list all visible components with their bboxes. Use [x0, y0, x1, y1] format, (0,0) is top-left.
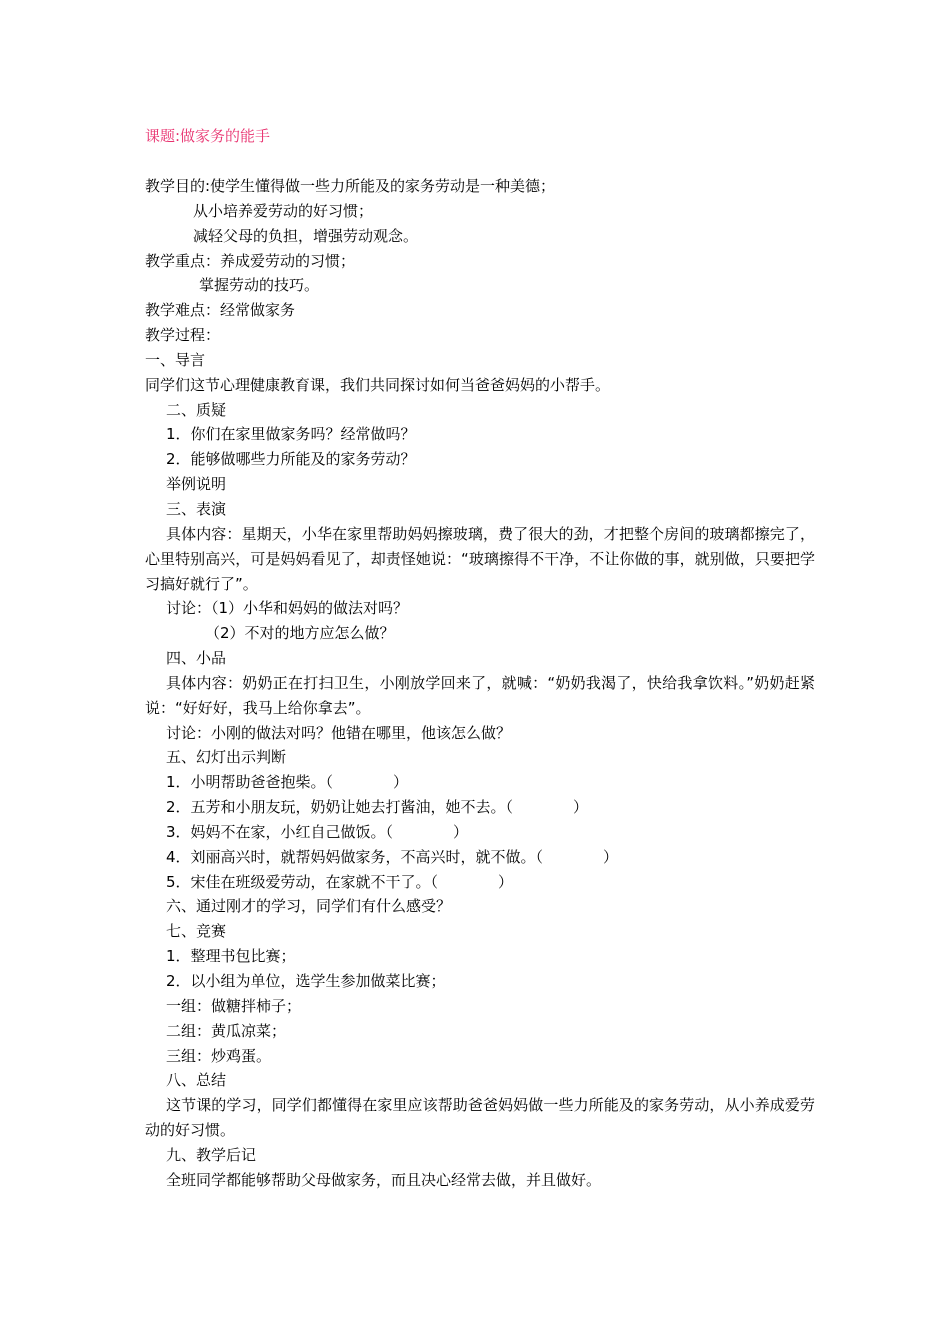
lesson-title: 课题:做家务的能手: [145, 127, 271, 145]
judgment-item: 1．小明帮助爸爸抱柴。（ ）: [166, 773, 409, 792]
judgment-item: 3．妈妈不在家，小红自己做饭。（ ）: [166, 822, 469, 841]
section-heading: 六、通过刚才的学习，同学们有什么感受？: [166, 897, 452, 916]
discussion-item: （2）不对的地方应怎么做？: [205, 624, 395, 643]
paragraph: 具体内容：奶奶正在打扫卫生，小刚放学回来了，就喊：“奶奶我渴了，快给我拿饮料。”奶奶赶紧说：“好好好，我马上给你拿去”。: [145, 673, 815, 717]
teaching-focus: 教学重点：养成爱劳动的习惯；: [145, 251, 356, 270]
teaching-process-heading: 教学过程：: [145, 326, 221, 345]
teaching-difficulty: 教学难点：经常做家务: [145, 301, 296, 320]
teaching-objective: 教学目的:使学生懂得做一些力所能及的家务劳动是一种美德；: [145, 177, 556, 195]
paragraph: 具体内容：星期天，小华在家里帮助妈妈擦玻璃，费了很大的劲，才把整个房间的玻璃都擦完了，心里特别高兴，可是妈妈看见了，却责怪她说：“玻璃擦得不干净，不让你做的事，就别做，只要把学习搞好就行了”。: [145, 524, 815, 593]
section-heading: 九、教学后记: [166, 1145, 257, 1164]
paragraph: 这节课的学习，同学们都懂得在家里应该帮助爸爸妈妈做一些力所能及的家务劳动，从小养成爱劳动的好习惯。: [145, 1096, 815, 1140]
judgment-item: 2．五芳和小朋友玩，奶奶让她去打酱油，她不去。（ ）: [166, 798, 589, 817]
document-body: [145, 174, 815, 1193]
judgment-item: 4．刘丽高兴时，就帮妈妈做家务，不高兴时，就不做。（ ）: [166, 847, 619, 866]
list-item: 一组：做糖拌柿子；: [166, 996, 302, 1015]
list-item: 三组：炒鸡蛋。: [166, 1046, 272, 1065]
list-item: 二组：黄瓜凉菜；: [166, 1021, 287, 1040]
paragraph: 举例说明: [166, 475, 227, 494]
judgment-item: 5．宋佳在班级爱劳动，在家就不干了。（ ）: [166, 872, 514, 891]
section-heading: 三、表演: [166, 499, 227, 518]
section-heading: 一、导言: [145, 350, 206, 369]
section-heading: 五、幻灯出示判断: [166, 748, 287, 767]
list-item: 2．以小组为单位，选学生参加做菜比赛；: [166, 972, 446, 990]
discussion-item: 讨论：（1）小华和妈妈的做法对吗？: [166, 599, 409, 618]
paragraph: 同学们这节心理健康教育课，我们共同探讨如何当爸爸妈妈的小帮手。: [145, 375, 611, 394]
section-heading: 四、小品: [166, 649, 227, 668]
teaching-objective-2: 从小培养爱劳动的好习惯；: [193, 201, 374, 220]
paragraph: 全班同学都能够帮助父母做家务，而且决心经常去做，并且做好。: [166, 1170, 602, 1189]
discussion-item: 讨论：小刚的做法对吗？他错在哪里，他该怎么做？: [166, 723, 512, 742]
list-item: 1．你们在家里做家务吗？经常做吗？: [166, 425, 416, 444]
list-item: 2．能够做哪些力所能及的家务劳动？: [166, 450, 416, 469]
section-heading: 七、竞赛: [166, 922, 227, 941]
section-heading: 八、总结: [166, 1071, 227, 1090]
list-item: 1．整理书包比赛；: [166, 947, 296, 966]
teaching-objective-3: 减轻父母的负担，增强劳动观念。: [193, 226, 419, 245]
teaching-focus-2: 掌握劳动的技巧。: [199, 276, 320, 295]
section-heading: 二、质疑: [166, 400, 227, 419]
